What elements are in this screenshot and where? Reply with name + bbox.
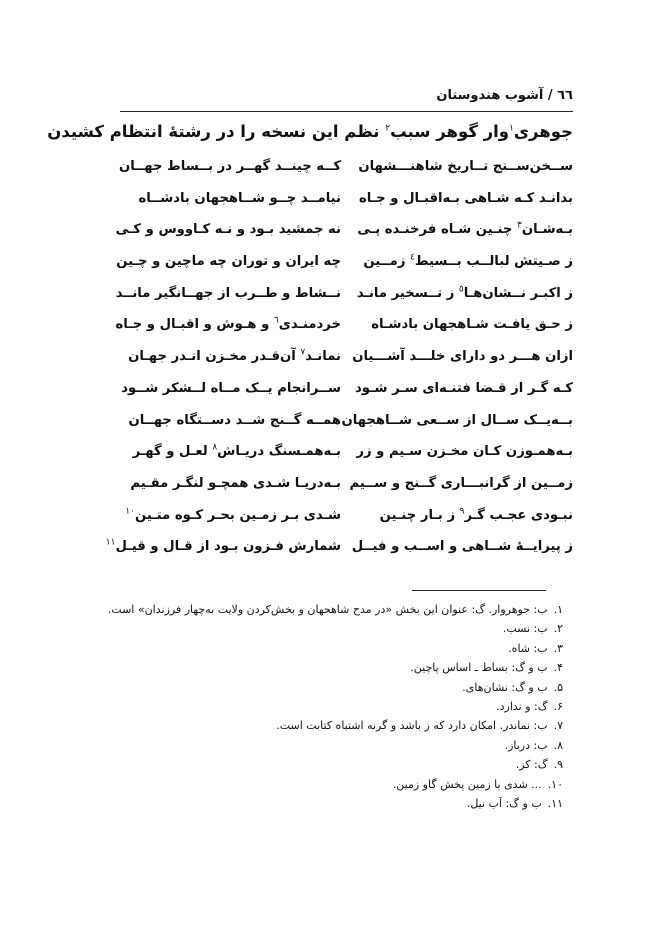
hemistich-second [118,189,341,209]
header-rule [120,111,573,112]
footnote-number: ۸. [553,738,563,752]
footnote-text: ب و گ: نشان‌های. [462,680,548,694]
hemistich-text-rest: ز تــسخیر مانـد [356,285,459,301]
footnote-ref[interactable]: ٦ [273,316,279,327]
hemistich-first [341,411,573,431]
footnote-ref[interactable]: ٥ [458,284,464,295]
title-part-3: نظم این نسخه را در رشتهٔ انتظام کشیدن [47,122,386,141]
hemistich-text: کــه چینــد گهــر در بــساط جهــان [119,159,341,174]
verse-row [118,442,573,474]
hemistich-text: زمــین از گرانبـــاری گــنج و ســیم [349,475,573,491]
hemistich-text: ز حـق یافـت شـاهجهان بادشـاه [371,317,573,333]
hemistich-text-rest: و هـوش و اقبـال و جـاه [115,317,274,333]
hemistich-text: خردمنـدی [278,317,341,333]
hemistich-first [363,252,573,272]
hemistich-second [118,411,341,431]
footnote-ref[interactable]: ٤ [410,252,415,263]
verse-row [118,411,573,443]
hemistich-text-rest: لعـل و گهـر [132,444,213,460]
footnote-number: ۴. [553,661,563,675]
verse-row [118,379,573,411]
hemistich-text: چه ایران و توران چه ماچین و چـین [116,254,341,270]
hemistich-text: بـه‌همـسنگ دریـاش [217,444,341,460]
hemistich-first [356,284,573,304]
verse-row [118,474,573,506]
footnote-item [93,697,563,716]
title-footnote-ref-2[interactable]: ٢ [385,123,391,134]
title-footnote-ref-1[interactable]: ١ [509,123,514,134]
hemistich-text: نــشاط و طــرب از جهــانگیر مانــد [115,285,341,301]
hemistich-first [363,315,573,335]
hemistich-first [357,220,573,240]
hemistich-text: ســخن‌ســنج تــاریخ شاهنـــشهان [358,159,573,174]
footnote-ref[interactable]: ١١ [105,537,116,548]
footnote-rule [412,590,546,591]
footnote-number: ۲. [553,622,563,636]
hemistich-first [352,347,573,367]
verse-row [118,347,573,379]
footnote-ref[interactable]: ١٠ [125,506,135,517]
hemistich-text: بدانـد کـه شـاهی بـه‌اقبـال و جـاه [358,190,573,206]
footnote-text: ب: درباز. [504,738,548,752]
hemistich-text: بـه‌همـوزن کـان مخـزن سـیم و زر [356,444,573,460]
footnote-number: ۱۰. [547,777,563,791]
footnote-text: ... شدی با زمین پخش گاو زمین. [392,777,542,791]
verse-row [115,220,573,252]
footnote-item [93,619,563,638]
footnote-item [93,736,563,755]
footnote-number: ۵. [553,680,563,694]
hemistich-text: ز پیرایــهٔ شــاهی و اســب و فیــل [351,539,573,555]
footnote-text: ب: شاه. [508,641,548,655]
footnote-item [93,600,563,619]
poem-verses [105,157,573,569]
hemistich-text: بـه‌دریـا شـدی همچـو لنگـر مقـیم [130,475,341,491]
hemistich-text-rest: چنـین شـاه فرخنـده پـی [357,222,518,238]
footnote-number: ۱. [553,603,563,616]
verse-row [118,157,573,189]
footnotes-list [93,600,563,813]
footnote-item [93,755,563,774]
footnote-ref[interactable]: ٩ [459,506,465,517]
hemistich-second [118,442,341,462]
footnote-item [93,678,563,697]
footnote-text: گ: و ندارد. [496,700,548,714]
footnote-ref[interactable]: ٣ [517,220,522,231]
title-part-2: وار گوهر سبب [390,122,510,141]
footnote-ref[interactable]: ٧ [300,347,306,358]
footnote-item [93,658,563,677]
footnote-item [93,775,563,794]
hemistich-text: نیامــد چــو شــاهجهان بادشــاه [138,190,341,206]
running-header: ٦٦ / آشوب هندوستان [436,88,573,103]
verse-row [118,252,573,284]
hemistich-text-rest: آن‌قـدر مخـزن انـدر جهـان [128,349,301,365]
hemistich-first [356,442,573,462]
verse-row [118,189,573,221]
verse-row [105,537,573,569]
hemistich-second [115,220,341,240]
footnote-number: ۳. [553,641,563,655]
footnote-text: ب و گ: آب نیل. [466,797,542,811]
hemistich-text: نه جمشید بـود و نـه کـاووس و کـی [115,222,341,238]
footnote-text: ب و گ: بساط ـ اساس پاچین. [410,661,548,675]
hemistich-second [105,537,341,557]
footnote-text: ب: نسب. [502,622,548,636]
hemistich-first [349,474,573,494]
footnote-item [93,794,563,813]
verse-row [115,315,573,347]
footnote-item [93,716,563,735]
footnote-number: ۶. [553,700,563,714]
footnote-ref[interactable]: ٨ [212,442,218,453]
footnote-number: ۹. [553,758,563,772]
hemistich-second [118,474,341,494]
hemistich-second [115,284,341,304]
hemistich-first [363,506,573,526]
section-title [47,122,573,141]
footnote-number: ۱۱. [547,797,563,811]
hemistich-text: ســرانجام یــک مــاه لــشکر شــود [121,380,341,396]
footnote-text: ب: نماندر. امکان دارد که ز باشد و گرنه اشتباه کتابت است. [276,719,548,733]
hemistich-text: ز اکبـر نــشان‌هـا [463,285,573,301]
hemistich-text: شـدی بـر زمـین بحـر کـوه متـین [134,507,341,523]
hemistich-first [354,379,573,399]
verse-row [115,284,573,316]
footnote-text: گ: کز. [515,758,548,772]
hemistich-text: همــه گــنج شــد دســتگاه جهــان [128,412,341,428]
verse-row [118,506,573,538]
footnote-text: ب: جوهروار. گ: عنوان این بخش «در مدح شاهجهان و بخش‌کردن ولایت به‌چهار فرزندان» است. [107,603,548,616]
title-part-1: جوهری [513,122,573,141]
hemistich-second [115,315,341,335]
hemistich-text: نمانـد [305,349,341,365]
hemistich-text: کـه گـر از قـضا فتنـه‌ای سـر شـود [354,380,573,396]
hemistich-first [358,189,573,209]
hemistich-second [118,252,341,272]
hemistich-second [118,379,341,399]
footnote-number: ۷. [553,719,563,733]
hemistich-first [351,537,573,557]
hemistich-text: ازان هـــر دو دارای خلـــد آشـــیان [352,349,573,365]
hemistich-text: بـه‌شـان [521,222,573,238]
hemistich-text-rest: زمــین [363,254,411,270]
hemistich-text: بــه‌یــک ســال از ســعی شــاهجهان [341,412,573,428]
hemistich-second [118,157,341,177]
hemistich-text: نبـودی عجـب گـر [464,507,573,523]
footnote-item [93,639,563,658]
hemistich-second [118,506,341,526]
hemistich-first [358,157,573,177]
hemistich-text: ز صـیتش لبالــب بــسیط [414,254,573,270]
hemistich-text-rest: ز بـار چنـین [379,507,460,523]
hemistich-second [118,347,341,367]
hemistich-text: شمارش فـزون بـود از قـال و قیـل [115,539,341,555]
